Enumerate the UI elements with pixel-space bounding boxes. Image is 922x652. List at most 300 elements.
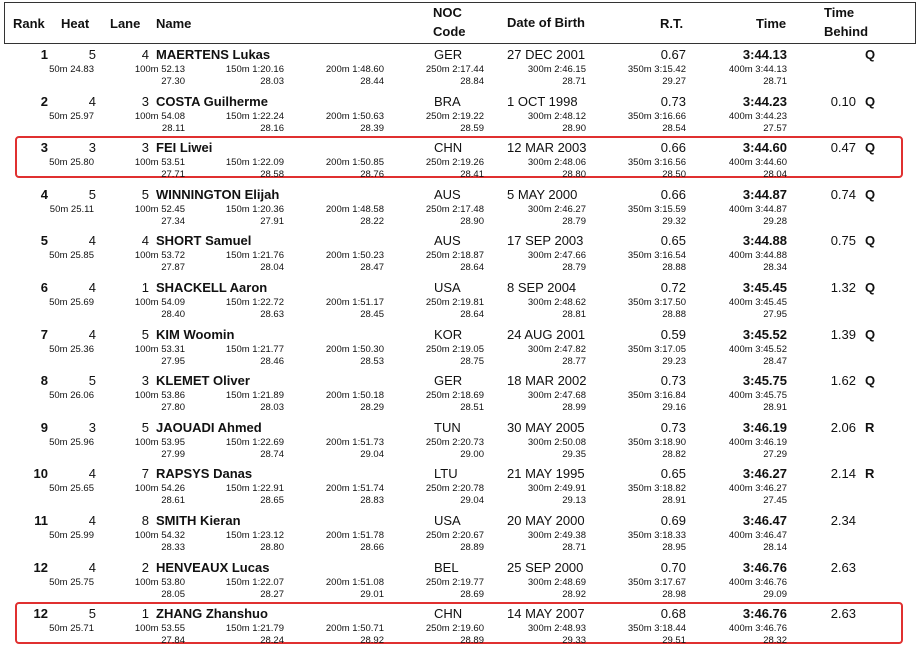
lane: 4 bbox=[141, 233, 149, 249]
rank: 6 bbox=[40, 279, 48, 295]
lap-100m: 27.99 bbox=[161, 448, 185, 460]
date-of-birth: 20 MAY 2000 bbox=[507, 512, 585, 528]
final-time: 3:46.76 bbox=[742, 559, 787, 575]
heat: 4 bbox=[88, 279, 96, 295]
lap-400m: 28.47 bbox=[763, 355, 787, 367]
rank: 4 bbox=[40, 186, 48, 202]
lap-200m: 29.01 bbox=[360, 588, 384, 600]
lap-300m: 28.92 bbox=[562, 588, 586, 600]
lap-350m: 28.50 bbox=[662, 169, 686, 181]
athlete-name: ZHANG Zhanshuo bbox=[156, 606, 268, 622]
lap-150m: 28.16 bbox=[260, 122, 284, 134]
lane: 5 bbox=[141, 326, 149, 342]
header-noc-line2: Code bbox=[433, 24, 466, 39]
heat: 4 bbox=[88, 559, 96, 575]
split-250m: 250m 2:20.73 bbox=[425, 436, 484, 448]
lane: 8 bbox=[141, 512, 149, 528]
lane: 4 bbox=[141, 47, 149, 62]
split-150m: 150m 1:22.24 bbox=[225, 110, 284, 122]
lap-350m: 28.98 bbox=[662, 588, 686, 600]
split-250m: 250m 2:19.81 bbox=[425, 296, 484, 308]
table-row bbox=[0, 465, 922, 512]
time-behind: 2.34 bbox=[830, 512, 856, 528]
time-behind: 2.14 bbox=[830, 466, 856, 482]
time-behind: 0.75 bbox=[830, 233, 856, 249]
header-behind-line1: Time bbox=[824, 5, 855, 20]
split-150m: 150m 1:22.69 bbox=[225, 436, 284, 448]
qualification-mark: Q bbox=[865, 279, 876, 295]
noc-code: LTU bbox=[434, 466, 458, 482]
split-300m: 300m 2:48.62 bbox=[527, 296, 586, 308]
rank: 7 bbox=[40, 326, 48, 342]
split-50m: 50m 25.11 bbox=[49, 203, 94, 215]
lap-400m: 28.34 bbox=[763, 262, 787, 274]
lap-250m: 28.75 bbox=[460, 355, 484, 367]
reaction-time: 0.68 bbox=[660, 606, 686, 622]
table-row bbox=[0, 372, 922, 419]
lane: 3 bbox=[141, 140, 149, 156]
split-300m: 300m 2:46.15 bbox=[527, 64, 586, 75]
lap-400m: 28.32 bbox=[763, 635, 787, 647]
split-300m: 300m 2:48.06 bbox=[527, 157, 586, 169]
athlete-name: COSTA Guilherme bbox=[156, 93, 268, 109]
noc-code: KOR bbox=[434, 326, 463, 342]
split-300m: 300m 2:48.69 bbox=[527, 576, 586, 588]
lap-400m: 29.09 bbox=[763, 588, 787, 600]
split-250m: 250m 2:19.60 bbox=[425, 623, 484, 635]
rank: 3 bbox=[40, 140, 48, 156]
split-100m: 100m 53.95 bbox=[134, 436, 185, 448]
lap-300m: 28.77 bbox=[562, 355, 586, 367]
lap-350m: 29.32 bbox=[662, 215, 686, 227]
heat: 3 bbox=[88, 140, 96, 156]
split-300m: 300m 2:50.08 bbox=[527, 436, 586, 448]
split-400m: 400m 3:44.13 bbox=[728, 64, 787, 75]
rank: 5 bbox=[40, 233, 48, 249]
date-of-birth: 8 SEP 2004 bbox=[507, 279, 577, 295]
split-200m: 200m 1:51.73 bbox=[325, 436, 384, 448]
lap-100m: 27.87 bbox=[161, 262, 185, 274]
noc-code: BRA bbox=[434, 93, 461, 109]
date-of-birth: 5 MAY 2000 bbox=[507, 186, 578, 202]
split-200m: 200m 1:48.60 bbox=[325, 64, 384, 75]
lane: 2 bbox=[141, 559, 149, 575]
split-50m: 50m 26.06 bbox=[49, 390, 94, 402]
athlete-name: HENVEAUX Lucas bbox=[156, 559, 270, 575]
split-350m: 350m 3:16.54 bbox=[627, 250, 686, 262]
athlete-name: KLEMET Oliver bbox=[156, 373, 250, 389]
lap-300m: 29.35 bbox=[562, 448, 586, 460]
split-50m: 50m 25.97 bbox=[49, 110, 94, 122]
rank: 2 bbox=[40, 93, 48, 109]
reaction-time: 0.65 bbox=[660, 466, 686, 482]
table-row bbox=[0, 232, 922, 279]
lap-300m: 28.71 bbox=[562, 541, 586, 553]
noc-code: BEL bbox=[434, 559, 459, 575]
split-350m: 350m 3:17.50 bbox=[627, 296, 686, 308]
split-200m: 200m 1:48.58 bbox=[325, 203, 384, 215]
date-of-birth: 30 MAY 2005 bbox=[507, 419, 585, 435]
lap-100m: 27.95 bbox=[161, 355, 185, 367]
lap-200m: 28.53 bbox=[360, 355, 384, 367]
date-of-birth: 12 MAR 2003 bbox=[507, 140, 587, 156]
split-50m: 50m 25.71 bbox=[49, 623, 94, 635]
split-400m: 400m 3:44.23 bbox=[728, 110, 787, 122]
split-350m: 350m 3:16.66 bbox=[627, 110, 686, 122]
qualification-mark: Q bbox=[865, 93, 876, 109]
split-400m: 400m 3:46.27 bbox=[728, 483, 787, 495]
split-400m: 400m 3:45.75 bbox=[728, 390, 787, 402]
split-350m: 350m 3:15.59 bbox=[627, 203, 686, 215]
split-350m: 350m 3:16.84 bbox=[627, 390, 686, 402]
results-header bbox=[4, 2, 916, 44]
table-row bbox=[0, 559, 922, 606]
split-200m: 200m 1:50.85 bbox=[325, 157, 384, 169]
split-100m: 100m 53.72 bbox=[134, 250, 185, 262]
athlete-name: MAERTENS Lukas bbox=[156, 47, 271, 62]
split-150m: 150m 1:21.76 bbox=[225, 250, 284, 262]
split-150m: 150m 1:22.07 bbox=[225, 576, 284, 588]
split-150m: 150m 1:22.72 bbox=[225, 296, 284, 308]
lap-400m: 29.28 bbox=[763, 215, 787, 227]
lap-200m: 28.29 bbox=[360, 402, 384, 414]
heat: 5 bbox=[88, 606, 96, 622]
final-time: 3:46.47 bbox=[742, 512, 787, 528]
noc-code: AUS bbox=[434, 186, 461, 202]
split-150m: 150m 1:21.77 bbox=[225, 343, 284, 355]
split-200m: 200m 1:51.08 bbox=[325, 576, 384, 588]
lap-250m: 28.89 bbox=[460, 635, 484, 647]
split-100m: 100m 54.09 bbox=[134, 296, 185, 308]
lap-300m: 28.81 bbox=[562, 308, 586, 320]
split-250m: 250m 2:19.05 bbox=[425, 343, 484, 355]
reaction-time: 0.66 bbox=[660, 186, 686, 202]
header-dob: Date of Birth bbox=[507, 15, 585, 30]
split-350m: 350m 3:17.67 bbox=[627, 576, 686, 588]
noc-code: GER bbox=[434, 373, 463, 389]
split-50m: 50m 24.83 bbox=[49, 64, 94, 75]
noc-code: USA bbox=[434, 512, 461, 528]
lap-200m: 28.66 bbox=[360, 541, 384, 553]
time-behind: 1.62 bbox=[830, 373, 856, 389]
heat: 5 bbox=[88, 47, 96, 62]
split-250m: 250m 2:17.44 bbox=[425, 64, 484, 75]
table-row bbox=[0, 46, 922, 93]
reaction-time: 0.67 bbox=[660, 47, 686, 62]
lap-250m: 28.69 bbox=[460, 588, 484, 600]
lap-250m: 28.90 bbox=[460, 215, 484, 227]
lap-150m: 28.03 bbox=[260, 76, 284, 87]
lap-300m: 28.99 bbox=[562, 402, 586, 414]
reaction-time: 0.73 bbox=[660, 419, 686, 435]
rank: 12 bbox=[33, 606, 48, 622]
qualification-mark: Q bbox=[865, 47, 876, 62]
lap-400m: 27.57 bbox=[763, 122, 787, 134]
time-behind: 0.47 bbox=[830, 140, 856, 156]
lap-150m: 28.65 bbox=[260, 495, 284, 507]
lap-250m: 28.64 bbox=[460, 262, 484, 274]
split-250m: 250m 2:20.67 bbox=[425, 529, 484, 541]
lap-400m: 28.14 bbox=[763, 541, 787, 553]
split-100m: 100m 53.80 bbox=[134, 576, 185, 588]
split-150m: 150m 1:21.89 bbox=[225, 390, 284, 402]
split-100m: 100m 53.86 bbox=[134, 390, 185, 402]
split-150m: 150m 1:22.91 bbox=[225, 483, 284, 495]
lap-350m: 29.27 bbox=[662, 76, 686, 87]
lap-200m: 28.45 bbox=[360, 308, 384, 320]
split-50m: 50m 25.99 bbox=[49, 529, 94, 541]
final-time: 3:44.88 bbox=[742, 233, 787, 249]
noc-code: USA bbox=[434, 279, 461, 295]
split-250m: 250m 2:19.77 bbox=[425, 576, 484, 588]
table-row bbox=[0, 419, 922, 466]
header-heat: Heat bbox=[61, 16, 90, 31]
date-of-birth: 24 AUG 2001 bbox=[507, 326, 586, 342]
lap-350m: 29.51 bbox=[662, 635, 686, 647]
lane: 3 bbox=[141, 373, 149, 389]
split-350m: 350m 3:17.05 bbox=[627, 343, 686, 355]
lap-200m: 28.47 bbox=[360, 262, 384, 274]
date-of-birth: 25 SEP 2000 bbox=[507, 559, 584, 575]
athlete-name: FEI Liwei bbox=[156, 140, 213, 156]
split-50m: 50m 25.85 bbox=[49, 250, 94, 262]
split-400m: 400m 3:45.45 bbox=[728, 296, 787, 308]
split-50m: 50m 25.75 bbox=[49, 576, 94, 588]
lap-400m: 27.45 bbox=[763, 495, 787, 507]
noc-code: CHN bbox=[434, 140, 463, 156]
lane: 5 bbox=[141, 186, 149, 202]
rank: 10 bbox=[33, 466, 48, 482]
final-time: 3:45.75 bbox=[742, 373, 787, 389]
lap-100m: 27.34 bbox=[161, 215, 185, 227]
lap-250m: 28.59 bbox=[460, 122, 484, 134]
heat: 4 bbox=[88, 326, 96, 342]
lap-150m: 28.24 bbox=[260, 635, 284, 647]
lap-150m: 28.58 bbox=[260, 169, 284, 181]
reaction-time: 0.59 bbox=[660, 326, 686, 342]
qualification-mark: R bbox=[865, 466, 875, 482]
lap-200m: 28.44 bbox=[360, 76, 384, 87]
split-350m: 350m 3:16.56 bbox=[627, 157, 686, 169]
lap-350m: 28.95 bbox=[662, 541, 686, 553]
header-time: Time bbox=[756, 16, 787, 31]
noc-code: AUS bbox=[434, 233, 461, 249]
final-time: 3:44.87 bbox=[742, 186, 787, 202]
final-time: 3:45.52 bbox=[742, 326, 787, 342]
heat: 3 bbox=[88, 419, 96, 435]
split-250m: 250m 2:17.48 bbox=[425, 203, 484, 215]
lap-250m: 28.51 bbox=[460, 402, 484, 414]
lap-350m: 28.91 bbox=[662, 495, 686, 507]
lane: 1 bbox=[141, 606, 149, 622]
reaction-time: 0.65 bbox=[660, 233, 686, 249]
qualification-mark: Q bbox=[865, 326, 876, 342]
lane: 1 bbox=[141, 279, 149, 295]
qualification-mark: Q bbox=[865, 233, 876, 249]
final-time: 3:44.13 bbox=[742, 47, 787, 62]
reaction-time: 0.70 bbox=[660, 559, 686, 575]
split-350m: 350m 3:15.42 bbox=[627, 64, 686, 75]
rank: 12 bbox=[33, 559, 48, 575]
lap-150m: 28.46 bbox=[260, 355, 284, 367]
split-350m: 350m 3:18.33 bbox=[627, 529, 686, 541]
date-of-birth: 27 DEC 2001 bbox=[507, 47, 586, 62]
lap-200m: 28.22 bbox=[360, 215, 384, 227]
lap-400m: 28.71 bbox=[763, 76, 787, 87]
time-behind: 1.32 bbox=[830, 279, 856, 295]
lap-100m: 27.30 bbox=[161, 76, 185, 87]
noc-code: CHN bbox=[434, 606, 463, 622]
lap-200m: 28.76 bbox=[360, 169, 384, 181]
split-100m: 100m 53.51 bbox=[134, 157, 185, 169]
final-time: 3:46.19 bbox=[742, 419, 787, 435]
split-300m: 300m 2:48.93 bbox=[527, 623, 586, 635]
split-200m: 200m 1:50.23 bbox=[325, 250, 384, 262]
reaction-time: 0.73 bbox=[660, 93, 686, 109]
header-rt: R.T. bbox=[660, 16, 684, 31]
lap-300m: 29.33 bbox=[562, 635, 586, 647]
date-of-birth: 18 MAR 2002 bbox=[507, 373, 587, 389]
split-400m: 400m 3:46.76 bbox=[728, 623, 787, 635]
split-100m: 100m 54.26 bbox=[134, 483, 185, 495]
date-of-birth: 1 OCT 1998 bbox=[507, 93, 578, 109]
header-behind-line2: Behind bbox=[824, 24, 869, 39]
split-250m: 250m 2:18.87 bbox=[425, 250, 484, 262]
split-250m: 250m 2:19.26 bbox=[425, 157, 484, 169]
lap-300m: 28.90 bbox=[562, 122, 586, 134]
rank: 1 bbox=[40, 47, 48, 62]
split-300m: 300m 2:49.38 bbox=[527, 529, 586, 541]
athlete-name: SHORT Samuel bbox=[156, 233, 252, 249]
lap-250m: 28.84 bbox=[460, 76, 484, 87]
lap-100m: 28.61 bbox=[161, 495, 185, 507]
lap-400m: 28.91 bbox=[763, 402, 787, 414]
reaction-time: 0.72 bbox=[660, 279, 686, 295]
table-row bbox=[0, 93, 922, 140]
lap-150m: 28.04 bbox=[260, 262, 284, 274]
split-300m: 300m 2:46.27 bbox=[527, 203, 586, 215]
athlete-name: SMITH Kieran bbox=[156, 512, 241, 528]
heat: 4 bbox=[88, 93, 96, 109]
athlete-name: WINNINGTON Elijah bbox=[156, 186, 280, 202]
qualification-mark: R bbox=[865, 419, 875, 435]
heat: 4 bbox=[88, 233, 96, 249]
split-150m: 150m 1:20.36 bbox=[225, 203, 284, 215]
heat: 4 bbox=[88, 466, 96, 482]
split-200m: 200m 1:51.74 bbox=[325, 483, 384, 495]
lap-200m: 29.04 bbox=[360, 448, 384, 460]
athlete-name: RAPSYS Danas bbox=[156, 466, 253, 482]
lap-150m: 28.80 bbox=[260, 541, 284, 553]
split-200m: 200m 1:50.18 bbox=[325, 390, 384, 402]
lap-150m: 27.91 bbox=[260, 215, 284, 227]
split-150m: 150m 1:23.12 bbox=[225, 529, 284, 541]
split-300m: 300m 2:48.12 bbox=[527, 110, 586, 122]
heat: 5 bbox=[88, 186, 96, 202]
noc-code: TUN bbox=[434, 419, 461, 435]
lap-350m: 28.54 bbox=[662, 122, 686, 134]
lap-250m: 29.04 bbox=[460, 495, 484, 507]
split-400m: 400m 3:44.88 bbox=[728, 250, 787, 262]
split-350m: 350m 3:18.44 bbox=[627, 623, 686, 635]
time-behind: 0.10 bbox=[830, 93, 856, 109]
lap-150m: 28.27 bbox=[260, 588, 284, 600]
lap-100m: 28.11 bbox=[161, 122, 185, 134]
final-time: 3:45.45 bbox=[742, 279, 787, 295]
time-behind: 1.39 bbox=[830, 326, 856, 342]
split-400m: 400m 3:46.19 bbox=[728, 436, 787, 448]
lap-400m: 28.04 bbox=[763, 169, 787, 181]
split-400m: 400m 3:45.52 bbox=[728, 343, 787, 355]
lap-250m: 28.41 bbox=[460, 169, 484, 181]
split-400m: 400m 3:46.76 bbox=[728, 576, 787, 588]
split-300m: 300m 2:47.82 bbox=[527, 343, 586, 355]
time-behind: 0.74 bbox=[830, 186, 856, 202]
final-time: 3:46.27 bbox=[742, 466, 787, 482]
split-200m: 200m 1:51.78 bbox=[325, 529, 384, 541]
split-350m: 350m 3:18.90 bbox=[627, 436, 686, 448]
split-350m: 350m 3:18.82 bbox=[627, 483, 686, 495]
rank: 8 bbox=[40, 373, 48, 389]
lap-100m: 28.40 bbox=[161, 308, 185, 320]
lap-150m: 28.03 bbox=[260, 402, 284, 414]
lap-100m: 28.33 bbox=[161, 541, 185, 553]
lap-250m: 29.00 bbox=[460, 448, 484, 460]
athlete-name: JAOUADI Ahmed bbox=[156, 419, 262, 435]
split-400m: 400m 3:44.87 bbox=[728, 203, 787, 215]
table-row bbox=[0, 186, 922, 233]
split-100m: 100m 52.13 bbox=[134, 64, 185, 75]
split-50m: 50m 25.36 bbox=[49, 343, 94, 355]
reaction-time: 0.66 bbox=[660, 140, 686, 156]
time-behind: 2.06 bbox=[830, 419, 856, 435]
split-100m: 100m 53.55 bbox=[134, 623, 185, 635]
time-behind: 2.63 bbox=[830, 606, 856, 622]
lap-100m: 28.05 bbox=[161, 588, 185, 600]
lap-300m: 28.79 bbox=[562, 262, 586, 274]
heat: 5 bbox=[88, 373, 96, 389]
split-200m: 200m 1:51.17 bbox=[325, 296, 384, 308]
split-200m: 200m 1:50.63 bbox=[325, 110, 384, 122]
date-of-birth: 14 MAY 2007 bbox=[507, 606, 585, 622]
split-150m: 150m 1:22.09 bbox=[225, 157, 284, 169]
split-400m: 400m 3:46.47 bbox=[728, 529, 787, 541]
lap-400m: 27.95 bbox=[763, 308, 787, 320]
table-row-highlighted bbox=[0, 605, 922, 652]
split-300m: 300m 2:47.66 bbox=[527, 250, 586, 262]
table-row bbox=[0, 279, 922, 326]
table-row bbox=[0, 326, 922, 373]
time-behind: 2.63 bbox=[830, 559, 856, 575]
header-name: Name bbox=[156, 16, 192, 31]
reaction-time: 0.69 bbox=[660, 512, 686, 528]
heat: 4 bbox=[88, 512, 96, 528]
header-lane: Lane bbox=[110, 16, 141, 31]
split-150m: 150m 1:20.16 bbox=[225, 64, 284, 75]
athlete-name: KIM Woomin bbox=[156, 326, 235, 342]
split-250m: 250m 2:20.78 bbox=[425, 483, 484, 495]
final-time: 3:46.76 bbox=[742, 606, 787, 622]
table-row bbox=[0, 512, 922, 559]
date-of-birth: 17 SEP 2003 bbox=[507, 233, 584, 249]
split-50m: 50m 25.80 bbox=[49, 157, 94, 169]
lap-100m: 27.80 bbox=[161, 402, 185, 414]
lap-350m: 28.88 bbox=[662, 308, 686, 320]
split-250m: 250m 2:18.69 bbox=[425, 390, 484, 402]
lap-150m: 28.74 bbox=[260, 448, 284, 460]
rank: 9 bbox=[40, 419, 48, 435]
split-100m: 100m 52.45 bbox=[134, 203, 185, 215]
